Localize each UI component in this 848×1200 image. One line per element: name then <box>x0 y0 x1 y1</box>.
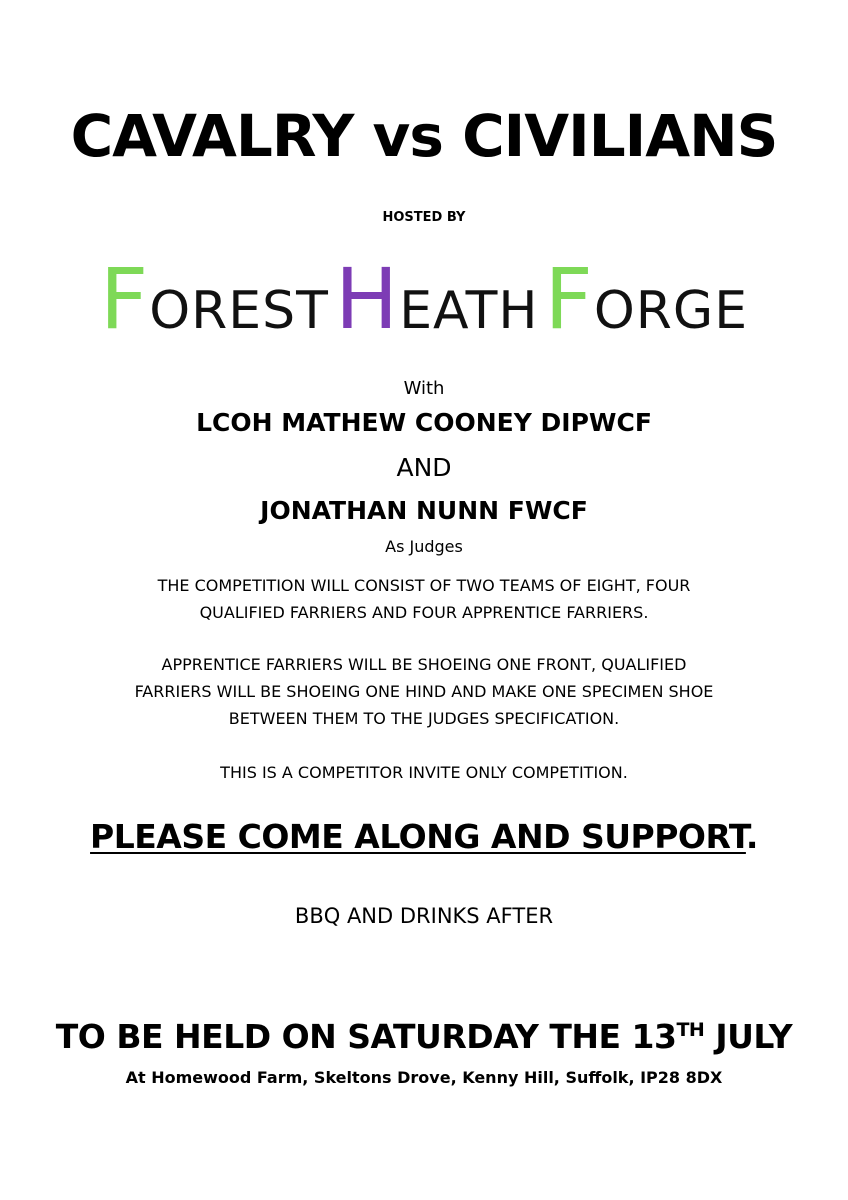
logo-word-eath: EATH <box>399 281 539 341</box>
date-month: JULY <box>704 1017 793 1056</box>
logo-initial-f2: F <box>544 250 594 348</box>
competition-paragraph-1 <box>0 572 848 626</box>
support-callout <box>0 817 848 856</box>
with-label: With <box>403 378 445 399</box>
paragraph-line: QUALIFIED FARRIERS AND FOUR APPRENTICE FARRIERS. <box>199 603 649 622</box>
support-text: PLEASE COME ALONG AND SUPPORT <box>90 817 746 856</box>
logo-initial-f1: F <box>99 250 150 348</box>
paragraph-line: BETWEEN THEM TO THE JUDGES SPECIFICATION. <box>228 709 620 728</box>
paragraph-line: THE COMPETITION WILL CONSIST OF TWO TEAMS OF EIGHT, FOUR <box>157 576 691 595</box>
date-prefix: TO BE HELD ON SATURDAY THE 13 <box>55 1017 677 1056</box>
support-period: . <box>745 817 758 856</box>
paragraph-line: APPRENTICE FARRIERS WILL BE SHOEING ONE FRONT, QUALIFIED <box>161 655 687 674</box>
judge-1-name: LCOH MATHEW COONEY DIPWCF <box>196 408 652 437</box>
forest-heath-forge-logo <box>0 250 848 348</box>
competition-paragraph-3: THIS IS A COMPETITOR INVITE ONLY COMPETITION. <box>220 763 628 782</box>
event-address: At Homewood Farm, Skeltons Drove, Kenny Hill, Suffolk, IP28 8DX <box>125 1068 723 1087</box>
as-judges-label: As Judges <box>385 537 463 556</box>
logo-word-orest: OREST <box>149 281 329 341</box>
logo-word-orge: ORGE <box>593 281 749 341</box>
competition-paragraph-2 <box>0 651 848 732</box>
paragraph-line: FARRIERS WILL BE SHOEING ONE HIND AND MAKE ONE SPECIMEN SHOE <box>134 682 714 701</box>
and-label: AND <box>396 453 452 482</box>
bbq-note: BBQ AND DRINKS AFTER <box>294 904 554 928</box>
event-date <box>0 1017 848 1056</box>
logo-initial-h: H <box>335 250 400 348</box>
event-title: CAVALRY vs CIVILIANS <box>70 102 778 170</box>
date-ordinal-suffix: TH <box>676 1019 705 1041</box>
judge-2-name: JONATHAN NUNN FWCF <box>260 496 588 525</box>
hosted-by-label: HOSTED BY <box>382 210 466 225</box>
